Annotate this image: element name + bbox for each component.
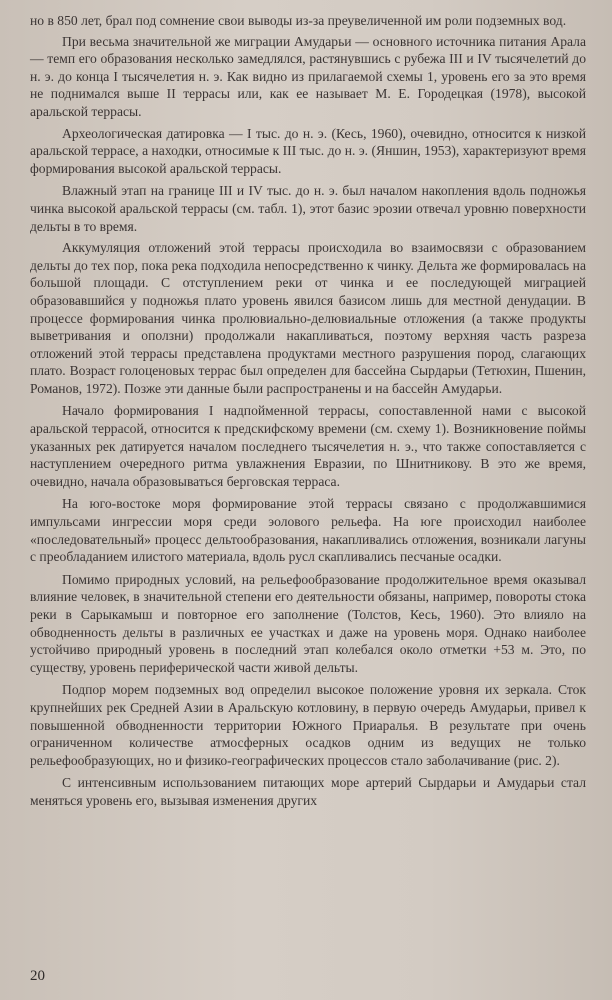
page-number: 20 xyxy=(30,968,45,984)
paragraph-archaeological-dating: Археологическая датировка — I тыс. до н. э. (Кесь, 1960), очевидно, относится к низкой аральской террасе, а находки, относимые к III тыс. до н. э. (Яншин, 1953), характеризуют время формирования высокой аральской террасы. xyxy=(30,125,586,176)
text-body xyxy=(30,12,586,810)
paragraph-amudarya-migration: При весьма значительной же миграции Амударьи — основного источника питания Арала — темп его образования несколько замедлялся, растянувшись с рубежа III и IV тысячелетий до н. э. до конца I тысячелетия н. э. Как видно из прилагаемой схемы 1, уровень его за это время не поднимался выше II террасы или, как ее называет М. Е. Городецкая (1978), высокой аральской террасы. xyxy=(30,33,586,119)
paragraph-intensive-use: С интенсивным использованием питающих море артерий Сырдарьи и Амударьи стал меняться уровень его, вызывая изменения других xyxy=(30,775,586,808)
paragraph-human-influence: Помимо природных условий, на рельефообразование продолжительное время оказывал влияние человек, в значительной степени его деятельности обязаны, например, повороты стока реки в Сарыкамыш и повторное его заполнение (Толстов, Кесь, 1960). Это влияло на обводненность дельты в различных ее участках и даже на уровень моря. Однако наиболее устойчиво природный уровень в последний этап колебался около отметки +53 м. Это, по существу, уровень периферической части живой дельты. xyxy=(30,571,586,675)
paragraph-southeast-sea: На юго-востоке моря формирование этой террасы связано с продолжавшимися импульсами ингрессии моря среди эолового рельефа. На юге происходил наиболее «последовательный» процесс дельтообразования, накапливались отложения, возникали лагуны с преобладанием илистого материала, вдоль русл скапливались песчаные осадки. xyxy=(30,496,586,565)
paragraph-wet-stage: Влажный этап на границе III и IV тыс. до н. э. был началом накопления вдоль подножья чинка высокой аральской террасы (см. табл. 1), этот базис эрозии отвечал уровню поверхности дельты в то время. xyxy=(30,183,586,234)
paragraph-groundwater: Подпор морем подземных вод определил высокое положение уровня их зеркала. Сток крупнейших рек Средней Азии в Аральскую котловину, в первую очередь Амударьи, привел к повышенной обводненности территории Южного Приаралья. В результате при очень ограниченном количестве атмосферных осадков одним из ведущих не только рельефообразующих, но и физико-географических процессов стало заболачивание (рис. 2). xyxy=(30,682,586,768)
paragraph-accumulation: Аккумуляция отложений этой террасы происходила во взаимосвязи с образованием дельты до тех пор, пока река подходила непосредственно к чинку. Дельта же формировалась на большой площади. С отступлением реки от чинка и ее последующей миграцией образовавшийся у подножья плато уровень явился базисом лишь для местной денудации. В процессе формирования чинка пролювиально-делювиальные отложения (а также продукты выветривания и оползни) продолжали накапливаться, поэтому верхняя часть разреза отложений этой террасы представлена продуктами местного разрушения пород, слагающих плато. Возраст голоценовых террас был определен для бассейна Сырдарьи (Тетюхин, Пшенин, Романов, 1972). Позже эти данные были распространены и на бассейн Амударьи. xyxy=(30,240,586,396)
paragraph-first-terrace: Начало формирования I надпойменной террасы, сопоставленной нами с высокой аральской террасой, относится к предскифскому времени (см. схему 1). Возникновение поймы указанных рек датируется началом последнего тысячелетия н. э., что также сопоставляется с наступлением очередного ритма увлажнения Евразии, по Шнитникову. В это же время, очевидно, начала образовываться берговская терраса. xyxy=(30,403,586,489)
paragraph-continuation: но в 850 лет, брал под сомнение свои выводы из-за преувеличенной им роли подземных вод. xyxy=(30,13,567,28)
